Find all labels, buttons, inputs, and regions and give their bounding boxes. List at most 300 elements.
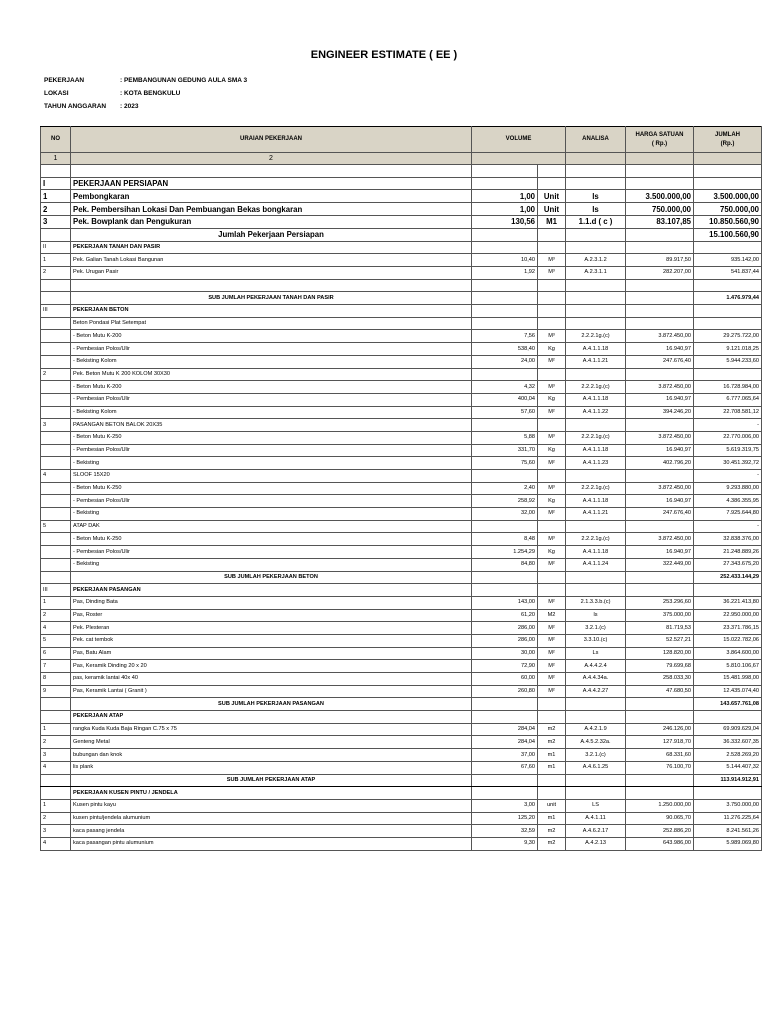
cell-jumlah bbox=[694, 305, 762, 318]
cell-no: 1 bbox=[41, 799, 71, 812]
table-row bbox=[41, 685, 762, 698]
blank-row bbox=[41, 279, 762, 292]
estimate-table bbox=[40, 126, 762, 851]
cell-no bbox=[41, 317, 71, 330]
cell-unit: M² bbox=[538, 647, 566, 660]
cell-no: 3 bbox=[41, 419, 71, 432]
header-jumlah-line1: JUMLAH bbox=[715, 131, 741, 138]
header-uraian: URAIAN PEKERJAAN bbox=[71, 127, 472, 153]
cell-harga bbox=[626, 571, 694, 584]
cell-no: III bbox=[41, 305, 71, 318]
cell-jumlah: 8.241.561,26 bbox=[694, 825, 762, 838]
cell-uraian: kaca pasang jendela bbox=[71, 825, 472, 838]
cell-volume bbox=[472, 470, 538, 483]
cell-volume: 60,00 bbox=[472, 673, 538, 686]
subheader-cell bbox=[694, 153, 762, 165]
cell-harga-satuan: 1.250.000,00 bbox=[626, 799, 694, 812]
cell-analisa: 3.2.1.(c) bbox=[566, 622, 626, 635]
cell-harga-satuan: 89.917,50 bbox=[626, 254, 694, 267]
cell-unit: M³ bbox=[538, 254, 566, 267]
cell-harga-satuan: 253.296,60 bbox=[626, 596, 694, 609]
cell-unit: m2 bbox=[538, 736, 566, 749]
cell-analisa bbox=[566, 520, 626, 533]
cell-volume: 286,00 bbox=[472, 634, 538, 647]
cell-analisa: A.4.4.34a. bbox=[566, 673, 626, 686]
cell-analisa bbox=[566, 584, 626, 597]
table-row bbox=[41, 749, 762, 762]
table-row bbox=[41, 584, 762, 597]
cell-jumlah bbox=[694, 165, 762, 178]
table-row bbox=[41, 368, 762, 381]
cell-unit bbox=[538, 241, 566, 254]
cell-harga-satuan: 3.872.450,00 bbox=[626, 381, 694, 394]
subtotal-row bbox=[41, 228, 762, 241]
cell-unit: Kg bbox=[538, 444, 566, 457]
table-row bbox=[41, 381, 762, 394]
cell-volume: 1,00 bbox=[472, 203, 538, 216]
cell-volume: 284,04 bbox=[472, 736, 538, 749]
cell-no bbox=[41, 457, 71, 470]
table-row bbox=[41, 355, 762, 368]
cell-no: 2 bbox=[41, 609, 71, 622]
cell-no bbox=[41, 393, 71, 406]
cell-no: 4 bbox=[41, 837, 71, 850]
subtotal-row bbox=[41, 292, 762, 305]
cell-analisa bbox=[566, 305, 626, 318]
cell-jumlah: - bbox=[694, 419, 762, 432]
cell-volume: 24,00 bbox=[472, 355, 538, 368]
cell-jumlah bbox=[694, 711, 762, 724]
cell-harga-satuan: 16.940,97 bbox=[626, 495, 694, 508]
cell-jumlah: 9.121.018,25 bbox=[694, 343, 762, 356]
cell-harga-satuan bbox=[626, 419, 694, 432]
cell-uraian: Kusen pintu kayu bbox=[71, 799, 472, 812]
cell-uraian: Pek. Plesteran bbox=[71, 622, 472, 635]
meta-pekerjaan bbox=[44, 77, 247, 84]
cell-uraian: Pek. Pembersihan Lokasi Dan Pembuangan Bekas bongkaran bbox=[71, 203, 472, 216]
cell-harga-satuan bbox=[626, 787, 694, 800]
cell-analisa: A.4.2.13 bbox=[566, 837, 626, 850]
cell-no: 1 bbox=[41, 596, 71, 609]
cell-volume bbox=[472, 368, 538, 381]
cell-unit: Kg bbox=[538, 343, 566, 356]
cell-jumlah: 5.944.233,60 bbox=[694, 355, 762, 368]
cell-no: 3 bbox=[41, 749, 71, 762]
cell-analisa bbox=[566, 317, 626, 330]
table-row bbox=[41, 343, 762, 356]
cell-uraian: - Beton Mutu K-200 bbox=[71, 330, 472, 343]
cell-analisa: A.4.1.1.18 bbox=[566, 546, 626, 559]
table-row bbox=[41, 787, 762, 800]
cell-volume: 260,80 bbox=[472, 685, 538, 698]
table-row bbox=[41, 673, 762, 686]
cell-uraian: PEKERJAAN BETON bbox=[71, 305, 472, 318]
cell-volume bbox=[472, 571, 538, 584]
cell-uraian: kaca pasangan pintu alumunium bbox=[71, 837, 472, 850]
cell-volume: 61,20 bbox=[472, 609, 538, 622]
cell-analisa: A.4.1.1.22 bbox=[566, 406, 626, 419]
subtotal-label: SUB JUMLAH PEKERJAAN TANAH DAN PASIR bbox=[71, 292, 472, 305]
header-jumlah bbox=[694, 127, 762, 153]
cell-jumlah: 12.435.074,40 bbox=[694, 685, 762, 698]
table-row bbox=[41, 546, 762, 559]
cell-uraian: - Beton Mutu K-250 bbox=[71, 482, 472, 495]
table-subheader bbox=[41, 153, 762, 165]
cell-no: I bbox=[41, 177, 71, 190]
cell-unit: M³ bbox=[538, 482, 566, 495]
cell-unit: M³ bbox=[538, 381, 566, 394]
cell-no bbox=[41, 279, 71, 292]
cell-unit: Kg bbox=[538, 495, 566, 508]
cell-uraian bbox=[71, 279, 472, 292]
table-row bbox=[41, 508, 762, 521]
cell-volume: 331,70 bbox=[472, 444, 538, 457]
cell-no: 2 bbox=[41, 203, 71, 216]
header-no: NO bbox=[41, 127, 71, 153]
cell-uraian: PEKERJAAN ATAP bbox=[71, 711, 472, 724]
cell-unit: M³ bbox=[538, 431, 566, 444]
cell-uraian: ATAP DAK bbox=[71, 520, 472, 533]
cell-uraian: Pas, Roster bbox=[71, 609, 472, 622]
cell-unit: M² bbox=[538, 508, 566, 521]
cell-analisa: A.4.1.1.23 bbox=[566, 457, 626, 470]
cell-volume: 5,88 bbox=[472, 431, 538, 444]
meta-lokasi bbox=[44, 90, 180, 97]
header-harga-satuan bbox=[626, 127, 694, 153]
cell-uraian: - Pembesian Polos/Ulir bbox=[71, 343, 472, 356]
header-volume: VOLUME bbox=[472, 127, 566, 153]
cell-volume: 130,56 bbox=[472, 216, 538, 229]
cell-no bbox=[41, 343, 71, 356]
cell-analisa: A.4.2.1.9 bbox=[566, 723, 626, 736]
cell-volume: 286,00 bbox=[472, 622, 538, 635]
cell-unit: M² bbox=[538, 457, 566, 470]
cell-harga bbox=[626, 279, 694, 292]
table-row bbox=[41, 203, 762, 216]
cell-uraian: lis plank bbox=[71, 761, 472, 774]
cell-analisa bbox=[566, 711, 626, 724]
cell-no: 9 bbox=[41, 685, 71, 698]
cell-volume: 258,92 bbox=[472, 495, 538, 508]
cell-harga-satuan: 47.680,50 bbox=[626, 685, 694, 698]
meta-label: LOKASI bbox=[44, 90, 69, 97]
cell-jumlah: 5.144.407,32 bbox=[694, 761, 762, 774]
cell-harga-satuan: 402.796,20 bbox=[626, 457, 694, 470]
cell-unit: M1 bbox=[538, 216, 566, 229]
cell-unit: m2 bbox=[538, 825, 566, 838]
cell-no: 5 bbox=[41, 520, 71, 533]
cell-unit bbox=[538, 470, 566, 483]
cell-harga-satuan: 90.065,70 bbox=[626, 812, 694, 825]
table-row bbox=[41, 216, 762, 229]
cell-no bbox=[41, 355, 71, 368]
cell-harga-satuan: 68.331,60 bbox=[626, 749, 694, 762]
cell-unit: Unit bbox=[538, 203, 566, 216]
cell-no bbox=[41, 381, 71, 394]
cell-volume bbox=[472, 292, 538, 305]
cell-no: 4 bbox=[41, 622, 71, 635]
table-row bbox=[41, 736, 762, 749]
cell-no: 4 bbox=[41, 761, 71, 774]
cell-unit: m2 bbox=[538, 723, 566, 736]
cell-unit: m1 bbox=[538, 749, 566, 762]
cell-analisa: 2.2.2.1g.(c) bbox=[566, 330, 626, 343]
table-row bbox=[41, 241, 762, 254]
cell-uraian: kusen pintu/jendela alumunium bbox=[71, 812, 472, 825]
cell-analisa: 2.2.2.1g.(c) bbox=[566, 431, 626, 444]
table-row bbox=[41, 634, 762, 647]
cell-jumlah: 541.837,44 bbox=[694, 267, 762, 280]
cell-unit: M³ bbox=[538, 267, 566, 280]
cell-no: 8 bbox=[41, 673, 71, 686]
cell-jumlah: 22.770.006,00 bbox=[694, 431, 762, 444]
cell-unit: M² bbox=[538, 622, 566, 635]
cell-harga-satuan: 83.107,85 bbox=[626, 216, 694, 229]
cell-analisa bbox=[566, 165, 626, 178]
cell-harga bbox=[626, 292, 694, 305]
subtotal-amount: 113.914.912,91 bbox=[694, 774, 762, 787]
cell-jumlah: 27.343.675,20 bbox=[694, 558, 762, 571]
table-row bbox=[41, 444, 762, 457]
meta-value: : KOTA BENGKULU bbox=[120, 90, 181, 97]
cell-analisa bbox=[566, 177, 626, 190]
cell-jumlah: 69.909.629,04 bbox=[694, 723, 762, 736]
cell-jumlah: 15.022.782,06 bbox=[694, 634, 762, 647]
cell-unit bbox=[538, 698, 566, 711]
cell-no bbox=[41, 546, 71, 559]
cell-analisa: A.4.6.2.17 bbox=[566, 825, 626, 838]
cell-harga-satuan bbox=[626, 470, 694, 483]
subtotal-label: SUB JUMLAH PEKERJAAN PASANGAN bbox=[71, 698, 472, 711]
cell-unit bbox=[538, 279, 566, 292]
table-row bbox=[41, 596, 762, 609]
table-header bbox=[41, 127, 762, 153]
cell-volume: 538,40 bbox=[472, 343, 538, 356]
cell-unit: M³ bbox=[538, 330, 566, 343]
cell-harga-satuan: 246.126,00 bbox=[626, 723, 694, 736]
cell-uraian: Pas, Batu Alam bbox=[71, 647, 472, 660]
subheader-uraian: 2 bbox=[71, 153, 472, 165]
cell-no bbox=[41, 508, 71, 521]
cell-unit bbox=[538, 711, 566, 724]
cell-jumlah bbox=[694, 279, 762, 292]
cell-no bbox=[41, 165, 71, 178]
cell-volume bbox=[472, 279, 538, 292]
meta-tahun-anggaran bbox=[44, 103, 138, 110]
cell-harga-satuan: 643.986,00 bbox=[626, 837, 694, 850]
cell-uraian: pas, keramik lantai 40x 40 bbox=[71, 673, 472, 686]
cell-analisa: 1.1.d ( c ) bbox=[566, 216, 626, 229]
cell-analisa: A.4.1.11 bbox=[566, 812, 626, 825]
table-row bbox=[41, 799, 762, 812]
subheader-cell bbox=[626, 153, 694, 165]
table-row bbox=[41, 267, 762, 280]
table-row bbox=[41, 520, 762, 533]
cell-harga-satuan: 375.000,00 bbox=[626, 609, 694, 622]
cell-analisa: 2.2.2.1g.(c) bbox=[566, 482, 626, 495]
cell-harga-satuan: 76.100,70 bbox=[626, 761, 694, 774]
cell-jumlah: 30.451.392,72 bbox=[694, 457, 762, 470]
cell-uraian: - Pembesian Polos/Ulir bbox=[71, 495, 472, 508]
cell-analisa bbox=[566, 698, 626, 711]
cell-volume: 9,30 bbox=[472, 837, 538, 850]
cell-uraian: Pek. Beton Mutu K 200 KOLOM 30X30 bbox=[71, 368, 472, 381]
cell-no: 4 bbox=[41, 470, 71, 483]
cell-no bbox=[41, 444, 71, 457]
cell-jumlah: 22.950.000,00 bbox=[694, 609, 762, 622]
cell-harga-satuan: 52.527,21 bbox=[626, 634, 694, 647]
table-row bbox=[41, 330, 762, 343]
cell-jumlah: 3.500.000,00 bbox=[694, 190, 762, 203]
cell-harga-satuan: 247.676,40 bbox=[626, 355, 694, 368]
cell-jumlah: 32.838.376,00 bbox=[694, 533, 762, 546]
cell-uraian: - Bekisting Kolom bbox=[71, 355, 472, 368]
table-row bbox=[41, 317, 762, 330]
cell-harga-satuan: 3.872.450,00 bbox=[626, 330, 694, 343]
cell-uraian: - Bekisting Kolom bbox=[71, 406, 472, 419]
cell-jumlah: 9.293.880,00 bbox=[694, 482, 762, 495]
cell-jumlah: 36.221.413,80 bbox=[694, 596, 762, 609]
cell-unit bbox=[538, 228, 566, 241]
meta-label: PEKERJAAN bbox=[44, 77, 85, 84]
cell-jumlah: 7.925.644,80 bbox=[694, 508, 762, 521]
cell-unit: Kg bbox=[538, 393, 566, 406]
cell-volume: 125,20 bbox=[472, 812, 538, 825]
cell-unit: m1 bbox=[538, 761, 566, 774]
cell-jumlah bbox=[694, 317, 762, 330]
cell-unit bbox=[538, 419, 566, 432]
table-row bbox=[41, 761, 762, 774]
cell-harga-satuan: 16.940,97 bbox=[626, 343, 694, 356]
cell-unit: M² bbox=[538, 685, 566, 698]
cell-analisa bbox=[566, 368, 626, 381]
cell-unit bbox=[538, 165, 566, 178]
cell-analisa bbox=[566, 419, 626, 432]
cell-uraian: Pas, Dinding Bata bbox=[71, 596, 472, 609]
cell-unit bbox=[538, 305, 566, 318]
cell-analisa: 3.2.1.(c) bbox=[566, 749, 626, 762]
cell-uraian: - Beton Mutu K-250 bbox=[71, 533, 472, 546]
cell-uraian: - Pembesian Polos/Ulir bbox=[71, 444, 472, 457]
cell-harga-satuan: 16.940,97 bbox=[626, 444, 694, 457]
cell-uraian: bubungan dan knok bbox=[71, 749, 472, 762]
cell-jumlah: 16.728.984,00 bbox=[694, 381, 762, 394]
cell-analisa bbox=[566, 787, 626, 800]
cell-uraian: Pek. Bowplank dan Pengukuran bbox=[71, 216, 472, 229]
cell-jumlah: 23.371.786,15 bbox=[694, 622, 762, 635]
cell-analisa: A.4.1.1.18 bbox=[566, 343, 626, 356]
table-row bbox=[41, 837, 762, 850]
cell-volume: 32,59 bbox=[472, 825, 538, 838]
cell-volume: 72,90 bbox=[472, 660, 538, 673]
cell-no: III bbox=[41, 584, 71, 597]
cell-jumlah: 36.332.607,35 bbox=[694, 736, 762, 749]
cell-harga bbox=[626, 165, 694, 178]
meta-value: : 2023 bbox=[120, 103, 139, 110]
cell-no bbox=[41, 698, 71, 711]
cell-analisa: 2.2.2.1g.(c) bbox=[566, 533, 626, 546]
subtotal-amount: 252.433.144,29 bbox=[694, 571, 762, 584]
table-row bbox=[41, 723, 762, 736]
cell-unit bbox=[538, 774, 566, 787]
table-row bbox=[41, 711, 762, 724]
cell-volume: 3,00 bbox=[472, 799, 538, 812]
cell-unit: m2 bbox=[538, 837, 566, 850]
table-row bbox=[41, 431, 762, 444]
cell-no bbox=[41, 292, 71, 305]
cell-uraian: rangka Kuda Kuda Baja Ringan C.75 x 75 bbox=[71, 723, 472, 736]
cell-volume bbox=[472, 520, 538, 533]
cell-harga-satuan: 16.940,97 bbox=[626, 393, 694, 406]
cell-unit: M2 bbox=[538, 609, 566, 622]
cell-uraian: PEKERJAAN PASANGAN bbox=[71, 584, 472, 597]
cell-harga bbox=[626, 698, 694, 711]
cell-analisa: 3.3.10.(c) bbox=[566, 634, 626, 647]
cell-analisa bbox=[566, 774, 626, 787]
meta-label: TAHUN ANGGARAN bbox=[44, 103, 107, 110]
cell-uraian: Pas, Keramik Dinding 20 x 20 bbox=[71, 660, 472, 673]
cell-uraian: Pek. cat tembok bbox=[71, 634, 472, 647]
table-row bbox=[41, 305, 762, 318]
cell-analisa bbox=[566, 292, 626, 305]
cell-uraian: Pas, Keramik Lantai ( Granit ) bbox=[71, 685, 472, 698]
cell-harga-satuan: 3.500.000,00 bbox=[626, 190, 694, 203]
table-row bbox=[41, 254, 762, 267]
cell-jumlah: 29.275.722,00 bbox=[694, 330, 762, 343]
cell-analisa: A.4.1.1.24 bbox=[566, 558, 626, 571]
cell-volume: 7,56 bbox=[472, 330, 538, 343]
cell-unit: M² bbox=[538, 406, 566, 419]
table-row bbox=[41, 533, 762, 546]
cell-no bbox=[41, 330, 71, 343]
cell-volume: 57,60 bbox=[472, 406, 538, 419]
cell-uraian: - Pembesian Polos/Ulir bbox=[71, 393, 472, 406]
cell-uraian: PEKERJAAN PERSIAPAN bbox=[71, 177, 472, 190]
cell-no: 2 bbox=[41, 812, 71, 825]
table-row bbox=[41, 609, 762, 622]
cell-analisa bbox=[566, 241, 626, 254]
cell-no bbox=[41, 533, 71, 546]
table-row bbox=[41, 393, 762, 406]
header-analisa: ANALISA bbox=[566, 127, 626, 153]
cell-harga-satuan bbox=[626, 368, 694, 381]
cell-harga-satuan: 394.246,20 bbox=[626, 406, 694, 419]
cell-harga-satuan bbox=[626, 711, 694, 724]
cell-jumlah: 11.276.225,64 bbox=[694, 812, 762, 825]
cell-jumlah: 10.850.560,90 bbox=[694, 216, 762, 229]
cell-analisa: 2.2.2.1g.(c) bbox=[566, 381, 626, 394]
cell-volume bbox=[472, 698, 538, 711]
cell-volume: 8,48 bbox=[472, 533, 538, 546]
cell-volume: 1.254,29 bbox=[472, 546, 538, 559]
cell-analisa: A.2.3.1.2 bbox=[566, 254, 626, 267]
cell-volume: 10,40 bbox=[472, 254, 538, 267]
cell-unit bbox=[538, 368, 566, 381]
cell-harga-satuan: 81.719,53 bbox=[626, 622, 694, 635]
subheader-cell bbox=[566, 153, 626, 165]
cell-harga-satuan bbox=[626, 305, 694, 318]
cell-analisa bbox=[566, 228, 626, 241]
cell-harga-satuan: 252.886,20 bbox=[626, 825, 694, 838]
cell-volume bbox=[472, 787, 538, 800]
cell-volume: 400,04 bbox=[472, 393, 538, 406]
cell-analisa: ls bbox=[566, 203, 626, 216]
cell-volume: 4,32 bbox=[472, 381, 538, 394]
subtotal-row bbox=[41, 698, 762, 711]
cell-analisa: A.4.6.1.25 bbox=[566, 761, 626, 774]
cell-analisa: A.2.3.1.1 bbox=[566, 267, 626, 280]
cell-harga-satuan: 282.207,00 bbox=[626, 267, 694, 280]
